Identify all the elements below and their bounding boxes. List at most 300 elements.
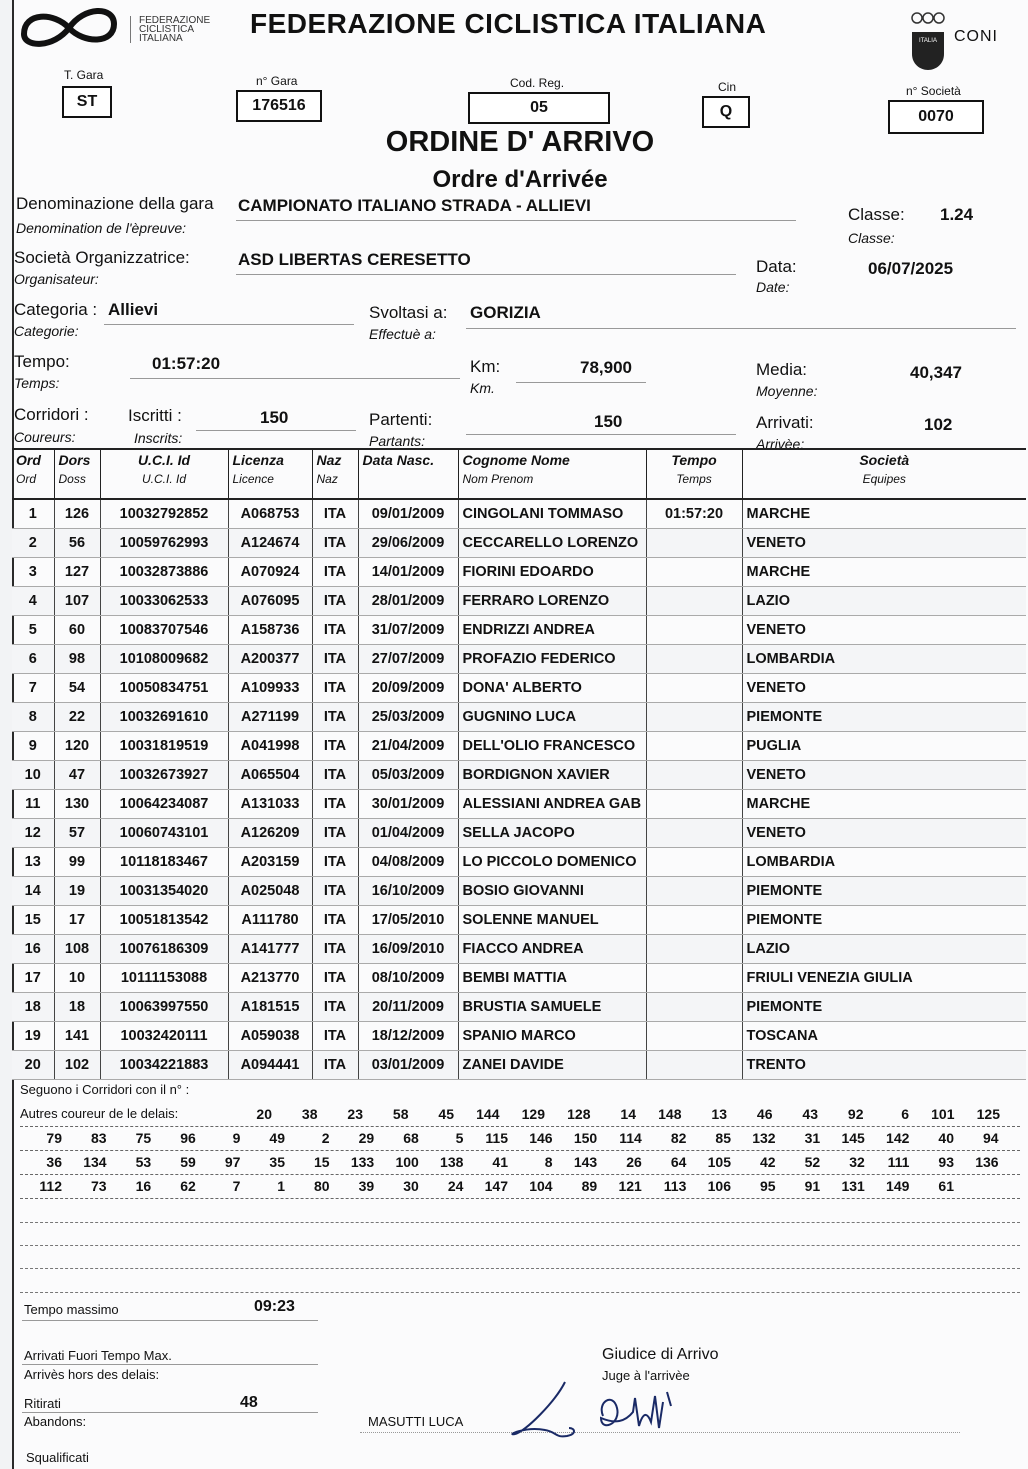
cin-label: Cin	[718, 80, 737, 94]
table-cell: A141777	[228, 935, 312, 964]
corridori-fr: Coureurs:	[14, 429, 76, 445]
rider-number: 43	[802, 1106, 818, 1122]
table-cell: 126	[54, 499, 100, 529]
rider-number: 53	[135, 1154, 152, 1170]
rider-number: 61	[938, 1178, 954, 1194]
table-row	[12, 935, 1026, 964]
table-cell: 19	[54, 877, 100, 906]
rider-number: 111	[887, 1154, 910, 1170]
rider-number: 115	[485, 1130, 508, 1146]
table-cell: 28/01/2009	[358, 587, 458, 616]
table-cell: ITA	[312, 819, 358, 848]
table-cell: ITA	[312, 1051, 358, 1080]
table-cell: ITA	[312, 616, 358, 645]
table-row	[12, 703, 1026, 732]
rider-number: 101	[931, 1106, 955, 1122]
table-cell: 130	[54, 790, 100, 819]
classe-value: 1.24	[940, 205, 974, 224]
arrivati-label: Arrivati:	[756, 413, 814, 432]
ritirati-label: Ritirati	[24, 1396, 61, 1411]
fuori-tempo-label: Arrivati Fuori Tempo Max.	[24, 1348, 172, 1363]
following-row	[20, 1152, 1020, 1175]
fuori-tempo-fr: Arrivès hors des delais:	[24, 1367, 160, 1382]
table-cell: A076095	[228, 587, 312, 616]
table-cell: 10032873886	[100, 558, 228, 587]
table-cell: A070924	[228, 558, 312, 587]
table-cell: PROFAZIO FEDERICO	[458, 645, 646, 674]
table-cell: 10	[12, 761, 54, 790]
table-cell: 30/01/2009	[358, 790, 458, 819]
table-cell: 22	[54, 703, 100, 732]
rider-number: 62	[180, 1178, 196, 1194]
table-cell: 18/12/2009	[358, 1022, 458, 1051]
rider-number: 83	[91, 1130, 107, 1146]
table-cell: PIEMONTE	[742, 993, 1026, 1022]
giudice-label: Giudice di Arrivo	[602, 1346, 719, 1363]
table-cell: 127	[54, 558, 100, 587]
table-cell: TOSCANA	[742, 1022, 1026, 1051]
table-cell: LAZIO	[742, 587, 1026, 616]
table-cell: ITA	[312, 877, 358, 906]
rider-number: 97	[224, 1154, 241, 1170]
tempo-value: 01:57:20	[152, 354, 221, 373]
tipo-gara-label: T. Gara	[64, 68, 104, 82]
table-cell	[646, 877, 742, 906]
col-dors: Dors Doss	[54, 449, 100, 499]
rider-number: 29	[358, 1130, 375, 1146]
rider-number: 138	[440, 1154, 464, 1170]
table-cell: 18	[12, 993, 54, 1022]
table-cell: 10032420111	[100, 1022, 228, 1051]
table-cell: ITA	[312, 993, 358, 1022]
table-cell: ITA	[312, 529, 358, 558]
col-tempo: Tempo Temps	[646, 449, 742, 499]
federation-title: FEDERAZIONE CICLISTICA ITALIANA	[250, 8, 767, 39]
table-cell: 10	[54, 964, 100, 993]
km-label: Km:	[470, 357, 501, 376]
table-cell	[646, 732, 742, 761]
table-cell	[646, 790, 742, 819]
table-cell: A025048	[228, 877, 312, 906]
table-cell: 10032792852	[100, 499, 228, 529]
table-cell	[646, 1022, 742, 1051]
table-cell: DONA' ALBERTO	[458, 674, 646, 703]
arrivati-fr: Arrivèe:	[756, 436, 805, 452]
table-cell: A094441	[228, 1051, 312, 1080]
table-row	[12, 529, 1026, 558]
rider-number: 64	[670, 1154, 687, 1170]
table-row	[12, 674, 1026, 703]
km-fr: Km.	[470, 380, 495, 396]
rider-number: 128	[567, 1106, 591, 1122]
table-cell: FRIULI VENEZIA GIULIA	[742, 964, 1026, 993]
table-cell: 10033062533	[100, 587, 228, 616]
table-row	[12, 790, 1026, 819]
fci-logo-icon	[14, 4, 124, 50]
table-row	[12, 819, 1026, 848]
corridori-label: Corridori :	[14, 405, 89, 424]
table-row	[12, 645, 1026, 674]
col-nome: Cognome Nome Nom Prenom	[458, 449, 646, 499]
table-cell: 10051813542	[100, 906, 228, 935]
table-cell: A213770	[228, 964, 312, 993]
table-cell: A158736	[228, 616, 312, 645]
table-cell: A181515	[228, 993, 312, 1022]
table-cell: 54	[54, 674, 100, 703]
col-uci: U.C.I. Id U.C.I. Id	[100, 449, 228, 499]
table-cell: BRUSTIA SAMUELE	[458, 993, 646, 1022]
table-cell: ITA	[312, 558, 358, 587]
table-cell: VENETO	[742, 616, 1026, 645]
rider-number: 73	[91, 1178, 107, 1194]
following-numbers	[20, 1104, 1020, 1204]
rider-number: 91	[804, 1178, 821, 1194]
rider-number: 46	[756, 1106, 773, 1122]
table-cell: 19	[12, 1022, 54, 1051]
rider-number: 35	[269, 1154, 285, 1170]
svoltasi-label: Svoltasi a:	[369, 303, 448, 322]
table-cell: 102	[54, 1051, 100, 1080]
categoria-fr: Categorie:	[14, 323, 79, 339]
tempo-fr: Temps:	[14, 375, 60, 391]
table-cell: ITA	[312, 732, 358, 761]
table-cell: ITA	[312, 906, 358, 935]
table-cell: 4	[12, 587, 54, 616]
results-body	[12, 499, 1026, 1080]
rider-number: 58	[392, 1106, 409, 1122]
n-societa-box: 0070	[888, 100, 984, 134]
rider-number: 95	[760, 1178, 776, 1194]
rider-number: 94	[983, 1130, 999, 1146]
table-cell: LO PICCOLO DOMENICO	[458, 848, 646, 877]
rider-number: 93	[938, 1154, 954, 1170]
table-cell: 21/04/2009	[358, 732, 458, 761]
table-cell: SOLENNE MANUEL	[458, 906, 646, 935]
denominazione-value: CAMPIONATO ITALIANO STRADA - ALLIEVI	[238, 196, 591, 215]
rider-number: 92	[847, 1106, 864, 1122]
page-title: ORDINE D' ARRIVO	[385, 126, 655, 158]
rider-number: 105	[707, 1154, 731, 1170]
rider-number: 49	[269, 1130, 285, 1146]
table-cell: 10083707546	[100, 616, 228, 645]
rider-number: 16	[135, 1178, 152, 1194]
table-cell: ITA	[312, 587, 358, 616]
rider-number: 148	[658, 1106, 682, 1122]
table-cell: A059038	[228, 1022, 312, 1051]
table-cell: VENETO	[742, 819, 1026, 848]
rider-number: 42	[760, 1154, 776, 1170]
rider-number: 149	[886, 1178, 910, 1194]
table-cell	[646, 761, 742, 790]
table-cell: SELLA JACOPO	[458, 819, 646, 848]
rider-number: 132	[752, 1130, 776, 1146]
table-cell: 14/01/2009	[358, 558, 458, 587]
table-cell: 18	[54, 993, 100, 1022]
table-cell: ITA	[312, 1022, 358, 1051]
table-cell: 120	[54, 732, 100, 761]
table-cell: 04/08/2009	[358, 848, 458, 877]
table-cell: ITA	[312, 964, 358, 993]
table-row	[12, 761, 1026, 790]
rider-number: 31	[804, 1130, 821, 1146]
partenti-label: Partenti:	[369, 410, 433, 429]
table-row	[12, 1051, 1026, 1080]
table-cell: A041998	[228, 732, 312, 761]
table-cell: ITA	[312, 761, 358, 790]
denominazione-fr: Denomination de l'èpreuve:	[16, 220, 187, 236]
table-row	[12, 993, 1026, 1022]
rider-number: 59	[180, 1154, 196, 1170]
rider-number: 52	[804, 1154, 821, 1170]
table-cell: 10032673927	[100, 761, 228, 790]
table-cell: 98	[54, 645, 100, 674]
table-cell: ALESSIANI ANDREA GAB	[458, 790, 646, 819]
table-row	[12, 848, 1026, 877]
svg-text:ITALIA: ITALIA	[919, 38, 937, 44]
table-row	[12, 732, 1026, 761]
data-value: 06/07/2025	[868, 259, 954, 278]
table-cell: A131033	[228, 790, 312, 819]
table-cell: 01:57:20	[646, 499, 742, 529]
table-cell: 5	[12, 616, 54, 645]
table-row	[12, 499, 1026, 529]
categoria-value: Allievi	[108, 300, 159, 319]
table-cell: 107	[54, 587, 100, 616]
table-cell: VENETO	[742, 529, 1026, 558]
table-cell	[646, 529, 742, 558]
table-cell	[646, 616, 742, 645]
ritirati-value: 48	[240, 1394, 258, 1411]
table-cell: A203159	[228, 848, 312, 877]
col-societa: Società Equipes	[742, 449, 1026, 499]
rider-number: 5	[455, 1130, 464, 1146]
rider-number: 150	[573, 1130, 598, 1146]
rider-number: 125	[976, 1106, 1000, 1122]
table-cell: A126209	[228, 819, 312, 848]
rider-number: 133	[350, 1154, 375, 1170]
tempo-massimo-label: Tempo massimo	[24, 1302, 119, 1317]
table-cell: 10063997550	[100, 993, 228, 1022]
table-cell: 7	[12, 674, 54, 703]
rider-number: 134	[83, 1154, 107, 1170]
table-cell	[646, 558, 742, 587]
table-cell: PUGLIA	[742, 732, 1026, 761]
coni-logo	[902, 10, 1012, 72]
partenti-value: 150	[594, 412, 623, 431]
table-row	[12, 587, 1026, 616]
table-cell: FERRARO LORENZO	[458, 587, 646, 616]
rider-number: 14	[620, 1106, 636, 1122]
rider-number: 142	[886, 1130, 910, 1146]
svoltasi-value: GORIZIA	[470, 303, 541, 322]
table-cell	[646, 993, 742, 1022]
following-row	[20, 1176, 1020, 1199]
table-cell: 20/09/2009	[358, 674, 458, 703]
seguono-label: Seguono i Corridori con il n° :	[20, 1082, 190, 1097]
table-cell: 03/01/2009	[358, 1051, 458, 1080]
rider-number: 40	[938, 1130, 954, 1146]
table-cell: 15	[12, 906, 54, 935]
table-cell: ENDRIZZI ANDREA	[458, 616, 646, 645]
table-cell: 47	[54, 761, 100, 790]
rider-number: 41	[492, 1154, 508, 1170]
classe-label: Classe:	[848, 205, 905, 224]
tempo-massimo-value: 09:23	[254, 1298, 295, 1315]
cod-reg-label: Cod. Reg.	[510, 76, 565, 90]
rider-number: 85	[715, 1130, 731, 1146]
table-cell: 10031354020	[100, 877, 228, 906]
table-cell: PIEMONTE	[742, 877, 1026, 906]
table-cell: MARCHE	[742, 499, 1026, 529]
table-row	[12, 906, 1026, 935]
societa-value: ASD LIBERTAS CERESETTO	[238, 250, 471, 269]
ritirati-fr: Abandons:	[24, 1414, 87, 1429]
page-subtitle: Ordre d'Arrivée	[432, 166, 608, 193]
rider-number: 89	[581, 1178, 598, 1194]
table-cell: DELL'OLIO FRANCESCO	[458, 732, 646, 761]
table-cell	[646, 848, 742, 877]
table-cell: ITA	[312, 674, 358, 703]
rider-number: 143	[573, 1154, 598, 1170]
media-fr: Moyenne:	[756, 383, 818, 399]
table-cell: 9	[12, 732, 54, 761]
table-row	[12, 558, 1026, 587]
table-cell	[646, 819, 742, 848]
societa-label: Società Organizzatrice:	[14, 248, 190, 267]
categoria-label: Categoria :	[14, 300, 98, 319]
table-cell: A065504	[228, 761, 312, 790]
rider-number: 147	[484, 1178, 508, 1194]
rider-number: 136	[975, 1154, 999, 1170]
table-cell: LOMBARDIA	[742, 848, 1026, 877]
table-cell: 57	[54, 819, 100, 848]
squalificati-label: Squalificati	[26, 1450, 89, 1465]
table-cell: 20	[12, 1051, 54, 1080]
table-cell: 56	[54, 529, 100, 558]
table-cell: ITA	[312, 645, 358, 674]
results-table	[12, 448, 1026, 1080]
table-cell	[646, 645, 742, 674]
olympic-rings-icon	[902, 10, 952, 72]
rider-number: 80	[314, 1178, 330, 1194]
table-cell: FIORINI EDOARDO	[458, 558, 646, 587]
table-cell: FIACCO ANDREA	[458, 935, 646, 964]
rider-number: 15	[314, 1154, 330, 1170]
col-data-nasc: Data Nasc.	[358, 449, 458, 499]
rider-number: 1	[277, 1178, 285, 1194]
giudice-fr: Juge à l'arrivèe	[602, 1368, 690, 1383]
table-cell: LOMBARDIA	[742, 645, 1026, 674]
rider-number: 32	[849, 1154, 865, 1170]
n-gara-box: 176516	[236, 90, 322, 122]
autres-label: Autres coureur de le delais:	[20, 1106, 179, 1121]
table-cell: 31/07/2009	[358, 616, 458, 645]
table-cell	[646, 906, 742, 935]
rider-number: 96	[180, 1130, 196, 1146]
table-cell: ITA	[312, 935, 358, 964]
rider-number: 129	[521, 1106, 545, 1122]
table-cell: GUGNINO LUCA	[458, 703, 646, 732]
table-cell: ZANEI DAVIDE	[458, 1051, 646, 1080]
table-row	[12, 877, 1026, 906]
rider-number: 104	[529, 1178, 553, 1194]
iscritti-fr: Inscrits:	[134, 430, 183, 446]
table-cell: 10060743101	[100, 819, 228, 848]
table-cell	[646, 1051, 742, 1080]
judge-signature	[505, 1372, 705, 1452]
table-cell: MARCHE	[742, 558, 1026, 587]
table-cell: 10118183467	[100, 848, 228, 877]
table-cell: 08/10/2009	[358, 964, 458, 993]
table-cell	[646, 964, 742, 993]
rider-number: 45	[438, 1106, 454, 1122]
table-cell: 16/09/2010	[358, 935, 458, 964]
media-label: Media:	[756, 360, 808, 379]
table-cell: 13	[12, 848, 54, 877]
km-value: 78,900	[580, 358, 632, 377]
table-cell: 141	[54, 1022, 100, 1051]
table-cell: 17	[12, 964, 54, 993]
table-cell: 01/04/2009	[358, 819, 458, 848]
table-cell: ITA	[312, 703, 358, 732]
cod-reg-box: 05	[468, 92, 610, 124]
rider-number: 144	[476, 1106, 500, 1122]
table-row	[12, 616, 1026, 645]
table-cell: 10050834751	[100, 674, 228, 703]
table-cell: CINGOLANI TOMMASO	[458, 499, 646, 529]
data-label: Data:	[756, 257, 797, 276]
rider-number: 39	[358, 1178, 375, 1194]
rider-number: 100	[395, 1154, 419, 1170]
logo-text: FEDERAZIONE CICLISTICA ITALIANA	[130, 16, 210, 43]
rider-number: 112	[39, 1178, 62, 1194]
table-cell: A109933	[228, 674, 312, 703]
table-cell: 17/05/2010	[358, 906, 458, 935]
table-cell: 108	[54, 935, 100, 964]
rider-number: 82	[670, 1130, 687, 1146]
table-cell: A111780	[228, 906, 312, 935]
table-cell: BORDIGNON XAVIER	[458, 761, 646, 790]
table-cell: 10034221883	[100, 1051, 228, 1080]
table-cell: 10032691610	[100, 703, 228, 732]
following-row	[20, 1128, 1020, 1151]
rider-number: 9	[232, 1130, 241, 1146]
table-cell: MARCHE	[742, 790, 1026, 819]
table-cell: BEMBI MATTIA	[458, 964, 646, 993]
rider-number: 6	[901, 1106, 909, 1122]
giudice-name: MASUTTI LUCA	[368, 1414, 464, 1429]
rider-number: 146	[529, 1130, 553, 1146]
denominazione-label: Denominazione della gara	[16, 194, 214, 213]
table-cell: 27/07/2009	[358, 645, 458, 674]
rider-number: 2	[321, 1130, 330, 1146]
table-cell: 6	[12, 645, 54, 674]
rider-number: 8	[544, 1154, 553, 1170]
table-cell: 16/10/2009	[358, 877, 458, 906]
table-cell: TRENTO	[742, 1051, 1026, 1080]
table-cell: 3	[12, 558, 54, 587]
table-cell: ITA	[312, 848, 358, 877]
table-cell: 25/03/2009	[358, 703, 458, 732]
table-cell	[646, 703, 742, 732]
rider-number: 24	[447, 1178, 464, 1194]
coni-label: CONI	[954, 28, 998, 45]
table-cell: 10031819519	[100, 732, 228, 761]
table-cell: 10111153088	[100, 964, 228, 993]
table-cell: 16	[12, 935, 54, 964]
table-cell: A068753	[228, 499, 312, 529]
rider-number: 145	[841, 1130, 865, 1146]
